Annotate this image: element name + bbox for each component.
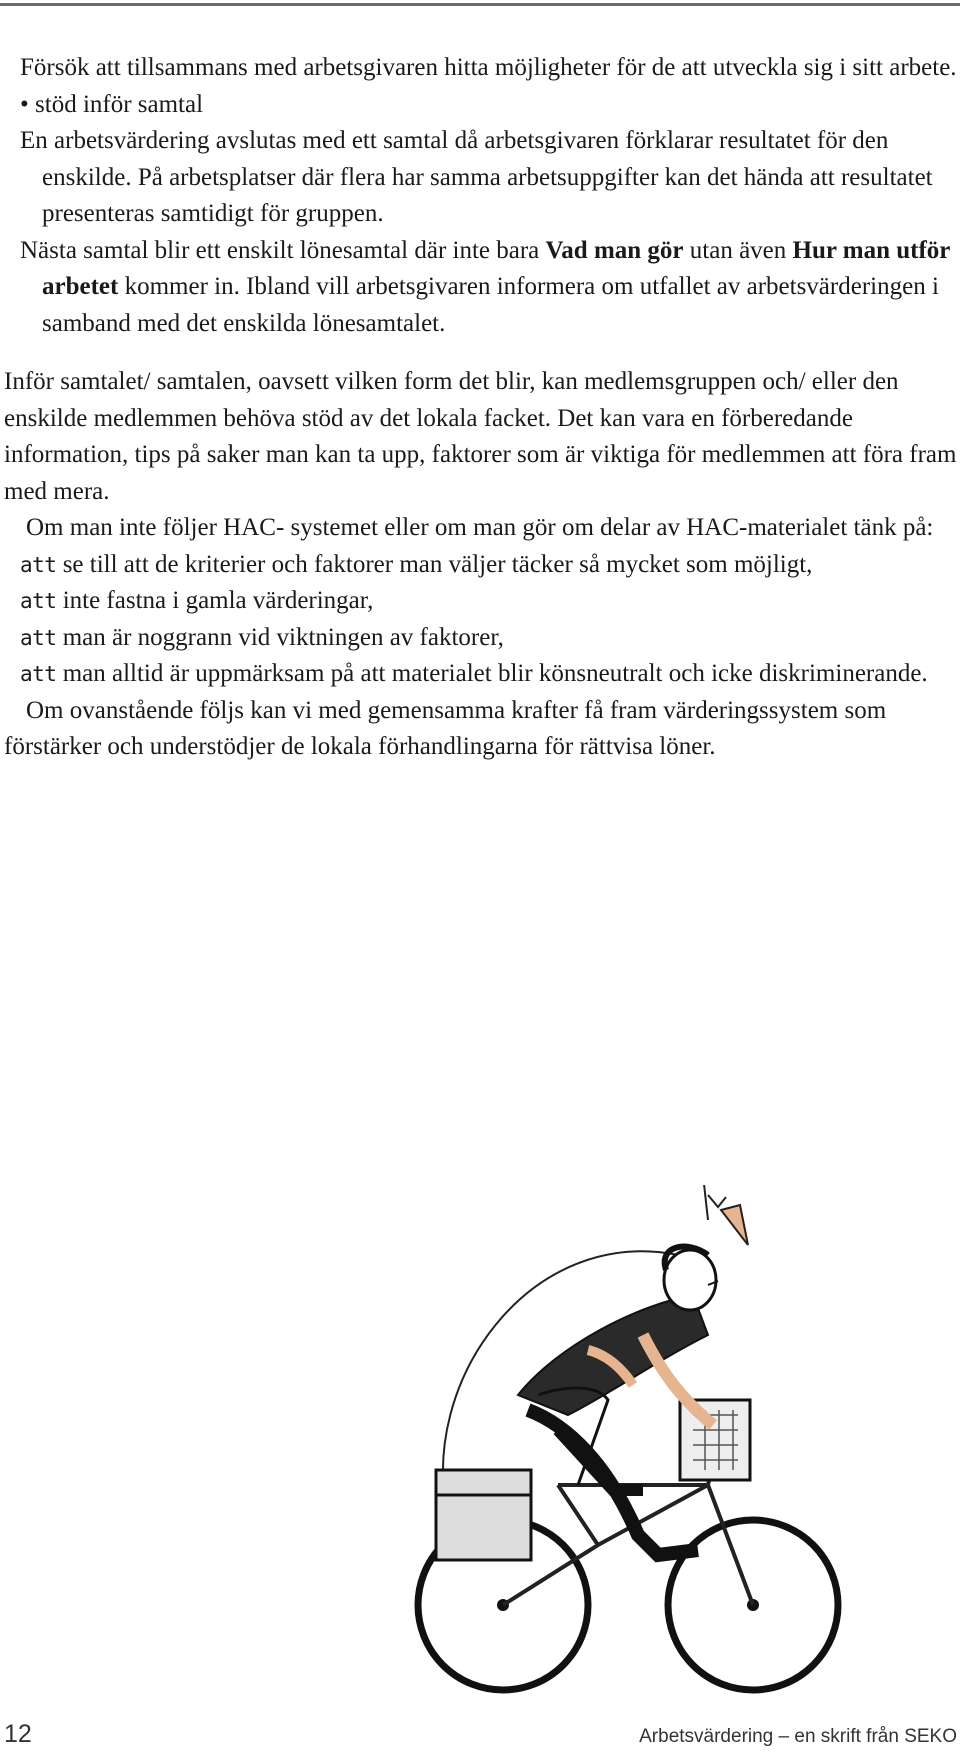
att-text: inte fastna i gamla värderingar,	[62, 587, 374, 614]
att-word: att	[20, 662, 57, 686]
bullet-mark: •	[20, 90, 29, 118]
att-text: man är noggrann vid viktningen av faktorer,	[62, 623, 504, 651]
rear-pannier	[436, 1470, 531, 1560]
att-word: att	[20, 552, 57, 577]
att-item	[0, 656, 960, 693]
text-run: Nästa samtal blir ett enskilt lönesamtal där inte bara	[20, 236, 546, 264]
att-word: att	[20, 589, 57, 613]
bold-how: Hur man utför arbetet	[42, 236, 950, 300]
carrot-leaves	[708, 1195, 726, 1207]
carrot-icon	[721, 1205, 748, 1245]
paragraph-conclusion: Om ovanstående följs kan vi med gemensamma krafter få fram värderingssystem som förstärker och understödjer de lokala förhandlingarna för rättvisa löner.	[4, 696, 887, 760]
cyclist-illustration	[408, 1185, 858, 1705]
paragraph-support: Inför samtalet/ samtalen, oavsett vilken form det blir, kan medlemsgruppen och/ eller den enskilde medlemmen behöva stöd av det lokala facket. Det kan vara en förberedande information, tips på saker man kan ta upp, faktorer som är viktiga för medlemmen att föra fram med mera.	[4, 368, 957, 505]
paragraph-next-talk	[0, 233, 960, 343]
bullet-text: stöd inför samtal	[35, 90, 204, 118]
footer-title: Arbetsvärdering – en skrift från SEKO	[639, 1726, 957, 1747]
att-word: att	[20, 625, 57, 650]
stick-line	[703, 1185, 708, 1220]
att-text: se till att de kriterier och faktorer man väljer täcker så mycket som möjligt,	[62, 550, 813, 578]
top-rule	[0, 3, 960, 6]
paragraph-evaluation: En arbetsvärdering avslutas med ett samtal då arbetsgivaren förklarar resultatet för den enskilde. På arbetsplatser där flera har samma arbetsuppgifter kan det hända att resultatet presenteras samtidigt för gruppen.	[20, 127, 933, 227]
bold-what: Vad man gör	[545, 236, 684, 264]
body-text	[0, 50, 960, 766]
rider-head	[664, 1250, 716, 1310]
text-run: utan även	[683, 236, 793, 264]
page-number: 12	[4, 1720, 32, 1748]
att-item	[0, 583, 960, 620]
att-item	[0, 547, 960, 584]
paragraph-hac: Om man inte följer HAC- systemet eller om man gör om delar av HAC-materialet tänk på:	[26, 514, 934, 541]
att-text: man alltid är uppmärksam på att materialet blir könsneutralt och icke diskriminerande.	[62, 660, 928, 687]
bullet-item	[0, 87, 960, 124]
text-run: kommer in. Ibland vill arbetsgivaren informera om utfallet av arbetsvärderingen i samband med det enskilda lönesamtalet.	[42, 273, 939, 337]
att-item	[0, 620, 960, 657]
paragraph-intro: Försök att tillsammans med arbetsgivaren hitta möjligheter för de att utveckla sig i sitt arbete.	[20, 54, 957, 81]
